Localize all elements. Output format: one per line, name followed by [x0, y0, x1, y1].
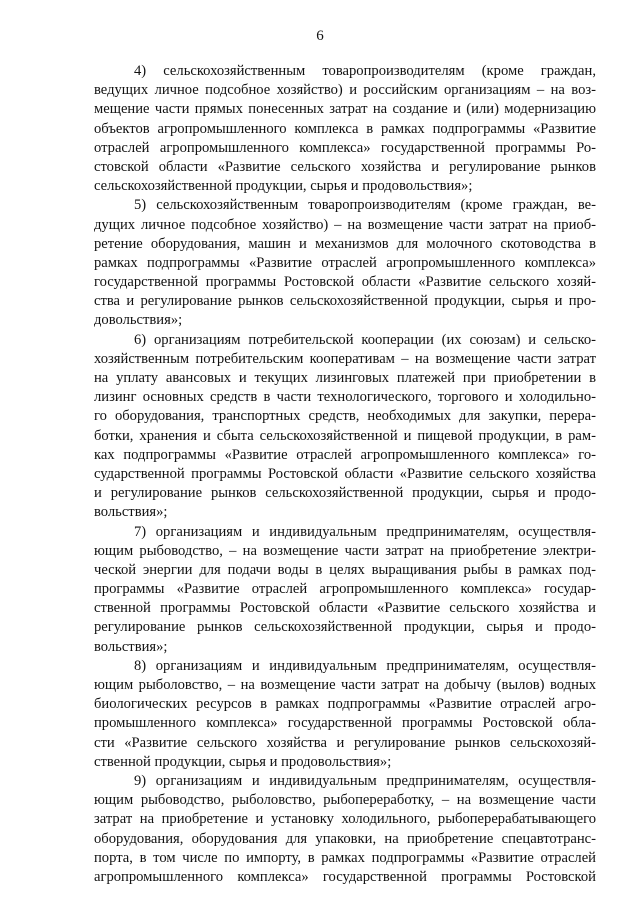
- text-line: довольствия»;: [94, 312, 183, 329]
- text-line: ственной продукции, сырья и продовольствия»;: [94, 753, 392, 770]
- text-line: ретение оборудования, машин и механизмов для молочного скотоводства в: [94, 235, 596, 252]
- text-line: сударственной программы Ростовской области «Развитие сельского хозяйства: [94, 465, 596, 482]
- text-line: хозяйственным потребительским кооперативам – на возмещение части затрат: [94, 350, 596, 367]
- paragraph-9: [94, 772, 596, 887]
- text-line: ющим рыбоводство, рыболовство, рыбопереработку, – на возмещение части: [94, 792, 596, 809]
- text-line: 5) сельскохозяйственным товаропроизводителям (кроме граждан, ве-: [134, 197, 596, 214]
- text-line: 4) сельскохозяйственным товаропроизводителям (кроме граждан,: [134, 63, 596, 79]
- text-line: отраслей агропромышленного комплекса» государственной программы Ро-: [94, 139, 596, 156]
- text-line: рамках подпрограммы «Развитие отраслей агропромышленного комплекса»: [94, 254, 596, 271]
- text-line: ющим рыболовство, – на возмещение части затрат на добычу (вылов) водных: [94, 677, 596, 693]
- text-line: государственной программы Ростовской области «Развитие сельского хозяй-: [94, 274, 596, 291]
- text-line: вольствия»;: [94, 504, 168, 521]
- text-line: ботки, хранения и сбыта сельскохозяйственной и пищевой продукции, в рам-: [94, 427, 596, 444]
- text-line: агропромышленного комплекса» государственной программы Ростовской: [94, 868, 596, 885]
- text-line: мещение части прямых понесенных затрат на создание и (или) модернизацию: [94, 101, 596, 118]
- text-line: и регулирование рынков сельскохозяйственной продукции, сырья и продо-: [94, 485, 596, 502]
- text-line: 8) организациям и индивидуальным предпринимателям, осуществля-: [134, 657, 596, 674]
- paragraph-7: [94, 523, 596, 657]
- text-line: порта, в том числе по импорту, в рамках подпрограммы «Развитие отраслей: [94, 849, 596, 866]
- text-line: ведущих личное подсобное хозяйство) и российским организациям – на воз-: [94, 82, 596, 99]
- text-line: ства и регулирование рынков сельскохозяйственной продукции, сырья и про-: [94, 293, 596, 310]
- text-line: 7) организациям и индивидуальным предпринимателям, осуществля-: [134, 523, 596, 540]
- text-line: стовской области «Развитие сельского хозяйства и регулирование рынков: [94, 158, 596, 175]
- text-line: ческой энергии для подачи воды в целях выращивания рыбы в рамках под-: [94, 561, 596, 578]
- text-line: вольствия»;: [94, 638, 168, 655]
- text-line: программы «Развитие отраслей агропромышленного комплекса» государ-: [94, 581, 596, 598]
- text-line: ственной программы Ростовской области «Развитие сельского хозяйства и: [94, 600, 596, 617]
- text-line: 6) организациям потребительской кооперации (их союзам) и сельско-: [134, 331, 596, 348]
- text-line: объектов агропромышленного комплекса в рамках подпрограммы «Развитие: [94, 120, 596, 137]
- text-line: ющим рыбоводство, – на возмещение части затрат на приобретение электри-: [94, 542, 596, 559]
- paragraph-8: [94, 657, 596, 772]
- paragraph-4: [94, 62, 596, 196]
- text-line: ках подпрограммы «Развитие отраслей агропромышленного комплекса» го-: [94, 446, 596, 463]
- text-line: лизинг основных средств в части технологического, торгового и холодильно-: [94, 389, 596, 406]
- text-line: биологических ресурсов в рамках подпрограммы «Развитие отраслей агро-: [94, 696, 596, 713]
- text-line: дущих личное подсобное хозяйство) – на возмещение части затрат на приоб-: [94, 216, 596, 233]
- text-line: сельскохозяйственной продукции, сырья и продовольствия»;: [94, 178, 473, 195]
- text-line: сти «Развитие сельского хозяйства и регулирование рынков сельскохозяй-: [94, 734, 596, 751]
- text-line: на уплату авансовых и текущих лизинговых платежей при приобретении в: [94, 370, 596, 386]
- document-body: [94, 62, 596, 887]
- paragraph-6: [94, 331, 596, 523]
- text-line: промышленного комплекса» государственной программы Ростовской обла-: [94, 715, 596, 732]
- page-number: 6: [316, 28, 324, 44]
- text-line: регулирование рынков сельскохозяйственной продукции, сырья и продо-: [94, 619, 596, 636]
- text-line: 9) организациям и индивидуальным предпринимателям, осуществля-: [134, 772, 596, 789]
- paragraph-5: [94, 196, 596, 330]
- text-line: оборудования, оборудования для упаковки, на приобретение спецавтотранс-: [94, 830, 596, 847]
- text-line: затрат на приобретение и установку холодильного, рыбоперерабатывающего: [94, 811, 596, 828]
- text-line: го оборудования, транспортных средств, необходимых для закупки, перера-: [94, 408, 596, 425]
